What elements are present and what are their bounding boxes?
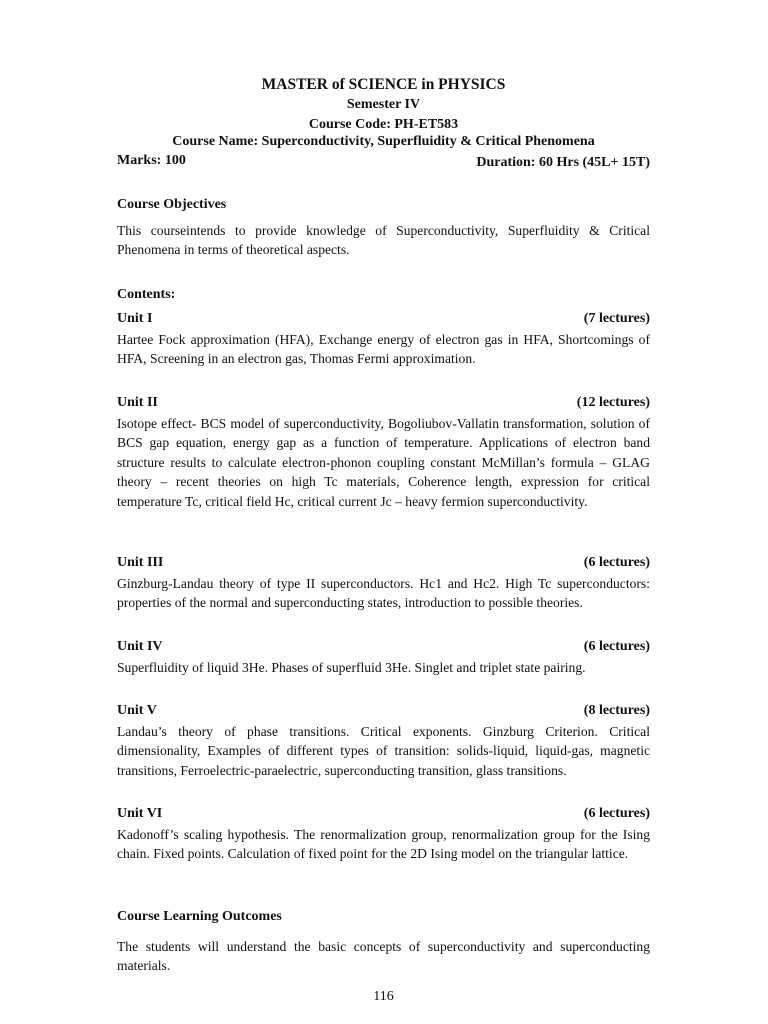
- unit-title: Unit I: [117, 311, 153, 326]
- unit-description: Landau’s theory of phase transitions. Critical exponents. Ginzburg Criterion. Critical dimensionality, Examples of different types of transition: solids-liquid, liquid-gas, magnetic transitions, Ferroelectric-paraelectric, superconducting transition, glass transitions.: [117, 724, 650, 778]
- unit-header: [117, 703, 650, 719]
- unit-title: Unit V: [117, 703, 157, 718]
- unit-lectures: (6 lectures): [583, 639, 650, 654]
- unit-title: Unit III: [117, 555, 164, 570]
- unit-title: Unit VI: [117, 806, 163, 821]
- course-code: Course Code: PH-ET583: [308, 117, 459, 132]
- objectives-text: This courseintends to provide knowledge of Superconductivity, Superfluidity & Critical Phenomena in terms of theoretical aspects.: [117, 223, 650, 258]
- unit-header: [117, 555, 650, 571]
- unit-description: Superfluidity of liquid 3He. Phases of superfluid 3He. Singlet and triplet state pairing.: [117, 660, 586, 675]
- contents-heading: Contents:: [117, 287, 176, 302]
- objectives-heading: Course Objectives: [117, 197, 227, 212]
- unit-description: Isotope effect- BCS model of superconductivity, Bogoliubov-Vallatin transformation, solution of BCS gap equation, energy gap as a function of temperature. Applications of electron band structure results to calculate electron-phonon coupling constant McMillan’s formula – GLAG theory – recent theories on high Tc materials, Coherence length, expression for critical temperature Tc, critical field Hc, critical current Jc – heavy fermion superconductivity.: [117, 416, 650, 509]
- unit-lectures: (7 lectures): [583, 311, 650, 326]
- unit-lectures: (6 lectures): [583, 555, 650, 570]
- unit-description: Kadonoff’s scaling hypothesis. The renormalization group, renormalization group for the Ising chain. Fixed points. Calculation of fixed point for the 2D Ising model on the triangular lattice.: [117, 827, 650, 862]
- document-page: [117, 0, 650, 1024]
- unit-header: [117, 311, 650, 327]
- semester-label: Semester IV: [346, 97, 421, 112]
- duration-label: Duration: 60 Hrs (45L+ 15T): [476, 155, 650, 170]
- outcomes-text: The students will understand the basic concepts of superconductivity and superconducting materials.: [117, 939, 650, 974]
- unit-header: [117, 395, 650, 411]
- unit-title: Unit II: [117, 395, 158, 410]
- outcomes-heading: Course Learning Outcomes: [117, 909, 282, 924]
- unit-header: [117, 639, 650, 655]
- unit-title: Unit IV: [117, 639, 163, 654]
- unit-lectures: (8 lectures): [583, 703, 650, 718]
- marks-duration-row: [117, 153, 650, 171]
- unit-lectures: (12 lectures): [576, 395, 650, 410]
- unit-description: Ginzburg-Landau theory of type II superconductors. Hc1 and Hc2. High Tc superconductors: properties of the normal and superconducting states, introduction to possible theories.: [117, 576, 650, 611]
- course-name: Course Name: Superconductivity, Superfluidity & Critical Phenomena: [172, 134, 595, 149]
- marks-label: Marks: 100: [117, 153, 186, 168]
- page-title: MASTER of SCIENCE in PHYSICS: [261, 76, 506, 93]
- unit-description: Hartee Fock approximation (HFA), Exchange energy of electron gas in HFA, Shortcomings of HFA, Screening in an electron gas, Thomas Fermi approximation.: [117, 332, 650, 367]
- page-number: 116: [373, 989, 394, 1004]
- unit-lectures: (6 lectures): [583, 806, 650, 821]
- unit-header: [117, 806, 650, 822]
